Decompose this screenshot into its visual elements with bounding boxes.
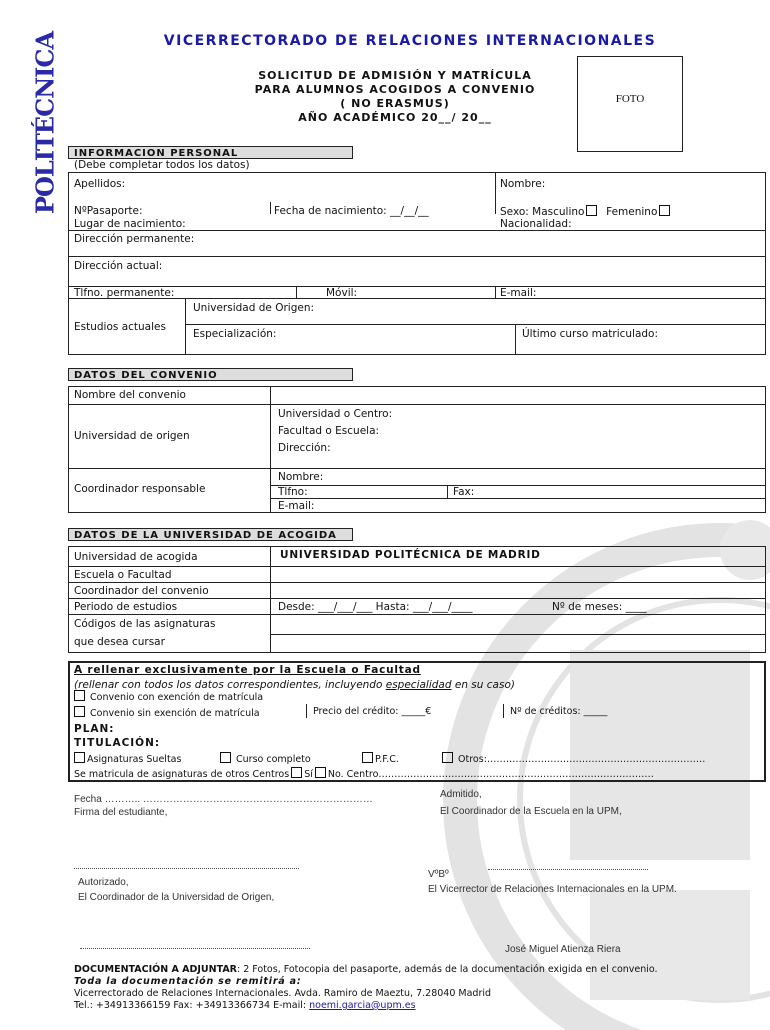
- especializacion-field[interactable]: Especialización:: [193, 328, 277, 340]
- universidad-acogida-label: Universidad de acogida: [74, 551, 198, 563]
- pfc-checkbox[interactable]: [362, 752, 373, 763]
- firma-estudiante-label: Firma del estudiante,: [74, 807, 168, 818]
- page-title: VICERRECTORADO DE RELACIONES INTERNACIONALES: [163, 33, 657, 49]
- coordinador-convenio-label: Coordinador del convenio: [74, 585, 209, 597]
- lugar-nacimiento-field[interactable]: Lugar de nacimiento:: [74, 218, 186, 230]
- nombre-convenio-label: Nombre del convenio: [74, 389, 186, 401]
- escuela-note: (rellenar con todos los datos correspondientes, incluyendo especialidad en su caso): [74, 679, 515, 691]
- pfc-option: P.F.C.: [360, 752, 399, 765]
- universidad-centro-field[interactable]: Universidad o Centro:: [278, 408, 393, 420]
- pasaporte-field[interactable]: NºPasaporte:: [74, 205, 143, 217]
- sexo-field: Sexo: Masculino Femenino: [500, 205, 672, 218]
- side-logo: POLITÉCNICA: [30, 31, 60, 214]
- admitido-label: Admitido,: [440, 789, 482, 800]
- precio-credito-field[interactable]: Precio del crédito: _____€: [313, 706, 432, 717]
- escuela-title: A rellenar exclusivamente por la Escuela o Facultad: [74, 664, 421, 676]
- coordinador-tlfno-field[interactable]: Tlfno:: [278, 486, 308, 498]
- numero-meses-field[interactable]: Nº de meses: ____: [552, 601, 647, 613]
- otros-option: Otros:……………………………………………………………: [440, 752, 705, 765]
- section-personal-title: INFORMACION PERSONAL: [68, 146, 353, 159]
- convenio-sin-exencion-checkbox[interactable]: [74, 706, 85, 717]
- coordinador-responsable-label: Coordinador responsable: [74, 483, 206, 495]
- ultimo-curso-field[interactable]: Último curso matriculado:: [522, 328, 659, 340]
- firmante-name: José Miguel Atienza Riera: [505, 944, 621, 955]
- codigos-asignaturas-label-2: que desea cursar: [74, 636, 165, 648]
- vicerrector-label: El Vicerrector de Relaciones Internacionales en la UPM.: [428, 884, 677, 895]
- si-checkbox[interactable]: [291, 767, 302, 778]
- universidad-origen-label: Universidad de origen: [74, 430, 190, 442]
- facultad-escuela-field[interactable]: Facultad o Escuela:: [278, 425, 380, 437]
- firma-autorizado-line[interactable]: [80, 948, 310, 949]
- footer-contact: Tel.: +34913366159 Fax: +34913366734 E-mail: noemi.garcia@upm.es: [74, 1000, 416, 1011]
- coordinador-fax-field[interactable]: Fax:: [453, 486, 475, 498]
- universidad-origen-field[interactable]: Universidad de Origen:: [193, 302, 315, 314]
- apellidos-field[interactable]: Apellidos:: [74, 178, 126, 190]
- convenio-con-exencion-checkbox[interactable]: [74, 690, 85, 701]
- titulacion-field[interactable]: TITULACIÓN:: [74, 737, 161, 749]
- form-subtitle: SOLICITUD DE ADMISIÓN Y MATRÍCULA PARA ALUMNOS ACOGIDOS A CONVENIO ( NO ERASMUS) AÑO ACADÉMICO 20__/ 20__: [254, 69, 536, 124]
- nacionalidad-field[interactable]: Nacionalidad:: [500, 218, 572, 230]
- asignaturas-sueltas-option: Asignaturas Sueltas: [72, 752, 181, 765]
- estudios-actuales-label: Estudios actuales: [74, 321, 166, 333]
- direccion-field[interactable]: Dirección:: [278, 442, 331, 454]
- plan-field[interactable]: PLAN:: [74, 723, 115, 735]
- otros-checkbox[interactable]: [442, 752, 453, 763]
- periodo-fechas-field[interactable]: Desde: ___/___/___ Hasta: ___/___/____: [278, 601, 473, 613]
- coordinador-escuela-label: El Coordinador de la Escuela en la UPM,: [440, 806, 622, 817]
- remitir-label: Toda la documentación se remitirá a:: [74, 976, 302, 987]
- photo-box[interactable]: FOTO: [577, 56, 683, 152]
- personal-note: (Debe completar todos los datos): [74, 159, 250, 171]
- section-acogida-title: DATOS DE LA UNIVERSIDAD DE ACOGIDA: [68, 528, 353, 541]
- section-convenio-title: DATOS DEL CONVENIO: [68, 368, 353, 381]
- fecha-nacimiento-field[interactable]: Fecha de nacimiento: __/__/__: [274, 205, 429, 217]
- documentacion-line: DOCUMENTACIÓN A ADJUNTAR: 2 Fotos, Fotocopia del pasaporte, además de la documentación exigida en el convenio.: [74, 964, 658, 975]
- codigos-asignaturas-label: Códigos de las asignaturas: [74, 618, 216, 630]
- curso-completo-checkbox[interactable]: [220, 752, 231, 763]
- otros-centros-row: Se matricula de asignaturas de otros Centros Sí No. Centro……………………………………………………………………………: [74, 769, 654, 780]
- personal-table: [68, 172, 766, 355]
- periodo-estudios-label: Periodo de estudios: [74, 601, 178, 613]
- escuela-facultad-label: Escuela o Facultad: [74, 569, 172, 581]
- telefono-permanente-field[interactable]: Tlfno. permanente:: [74, 287, 175, 299]
- asignaturas-sueltas-checkbox[interactable]: [74, 752, 85, 763]
- convenio-sin-exencion: Convenio sin exención de matrícula: [72, 706, 260, 719]
- universidad-acogida-value: UNIVERSIDAD POLITÉCNICA DE MADRID: [280, 549, 541, 561]
- fecha-field[interactable]: Fecha ……….. ……………………………………………………………: [74, 794, 373, 805]
- firma-coordinador-origen-line[interactable]: [74, 868, 299, 869]
- footer-address: Vicerrectorado de Relaciones Internacionales. Avda. Ramiro de Maeztu, 7.28040 Madrid: [74, 988, 492, 999]
- direccion-permanente-field[interactable]: Dirección permanente:: [74, 233, 195, 245]
- coordinador-email-field[interactable]: E-mail:: [278, 500, 315, 512]
- visto-bueno-label: VºBº: [428, 869, 449, 880]
- convenio-con-exencion: Convenio con exención de matrícula: [72, 690, 263, 703]
- nombre-field[interactable]: Nombre:: [500, 178, 546, 190]
- numero-creditos-field[interactable]: Nº de créditos: _____: [510, 706, 608, 717]
- coordinador-nombre-field[interactable]: Nombre:: [278, 471, 324, 483]
- no-checkbox[interactable]: [315, 767, 326, 778]
- masculino-checkbox[interactable]: [586, 205, 597, 216]
- coordinador-origen-label: El Coordinador de la Universidad de Origen,: [78, 892, 275, 903]
- femenino-checkbox[interactable]: [659, 205, 670, 216]
- movil-field[interactable]: Móvil:: [326, 287, 358, 299]
- direccion-actual-field[interactable]: Dirección actual:: [74, 260, 163, 272]
- firma-vicerrector-line[interactable]: [488, 869, 648, 870]
- email-field[interactable]: E-mail:: [500, 287, 537, 299]
- curso-completo-option: Curso completo: [218, 752, 311, 765]
- autorizado-label: Autorizado,: [78, 877, 129, 888]
- email-link[interactable]: noemi.garcia@upm.es: [309, 1000, 416, 1011]
